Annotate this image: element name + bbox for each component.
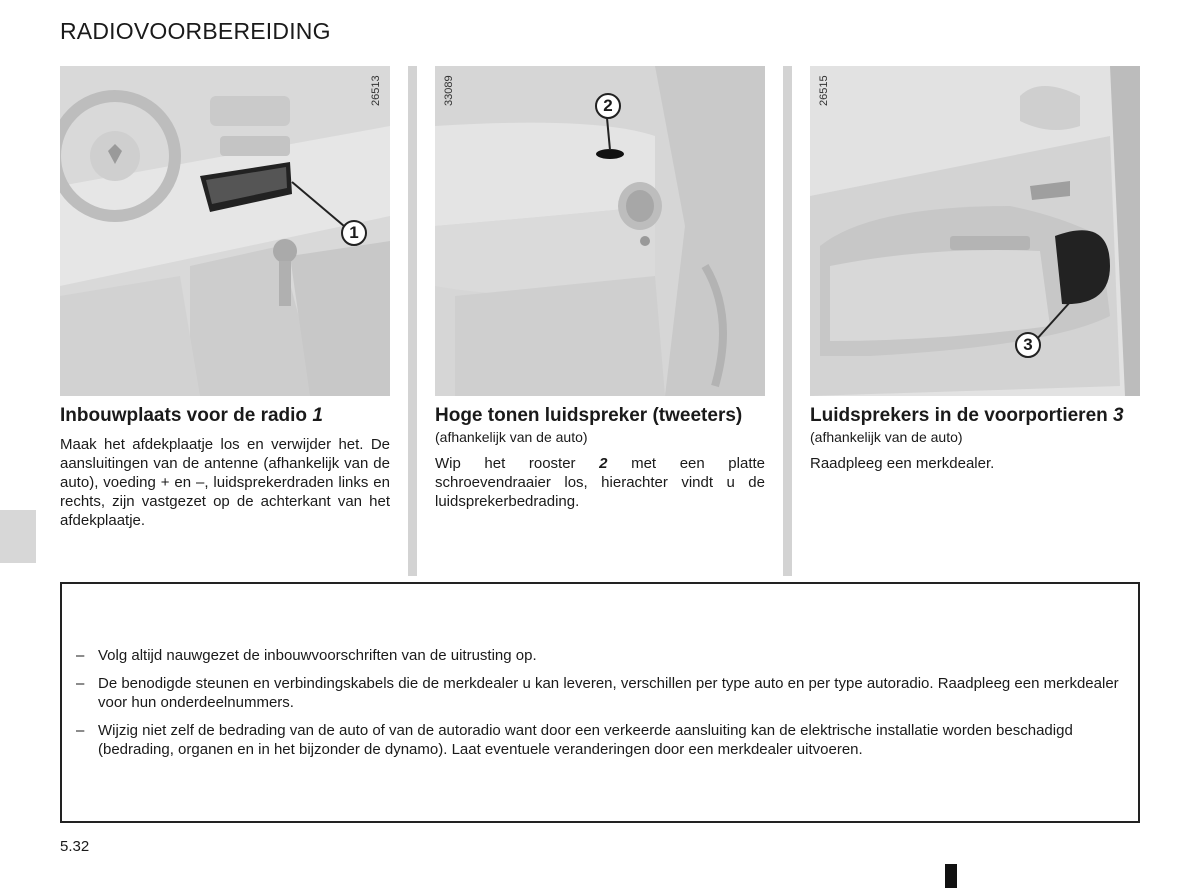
callout-1: 1 [341,220,367,246]
callout-3: 3 [1015,332,1041,358]
image-reference: 26513 [370,75,382,106]
section-heading: Luidsprekers in de voorportieren 3 [810,405,1124,426]
list-item: – Wijzig niet zelf de bedrading van de auto of van de autoradio want door een verkeerde aansluiting kan de elektrische installatie worden beschadigd (bedrading, organen en in het bijzonder de dynamo). Laat eventuele veranderingen door een merkdealer uitvoeren. [76,722,1073,758]
section-radio-location [60,66,390,530]
section-body: Wip het rooster 2 met een platte schroevendraaier los, hierachter vindt u de luidsprekerbedrading. [435,455,766,510]
section-heading: Hoge tonen luidspreker (tweeters) [435,405,743,426]
image-reference: 26515 [818,75,830,106]
page-edge-mark [945,864,957,888]
list-item: – De benodigde steunen en verbindingskabels die de merkdealer u kan leveren, verschillen per type auto en per type autoradio. Raadpleeg een merkdealer voor hun onderdeelnummers. [76,675,1119,711]
notes-box [60,582,1140,823]
section-subtitle: (afhankelijk van de auto) [810,429,963,445]
section-body: Raadpleeg een merkdealer. [810,455,995,472]
door-drawing [810,66,1140,396]
list-item: – Volg altijd nauwgezet de inbouwvoorschriften van de uitrusting op. [76,647,537,664]
section-subtitle: (afhankelijk van de auto) [435,429,588,445]
section-door-speakers [810,66,1140,473]
section-heading: Inbouwplaats voor de radio 1 [60,405,323,426]
image-reference: 33089 [443,75,455,106]
chapter-tab [0,510,36,563]
tweeter-illustration [435,66,765,396]
page-number: 5.32 [60,838,90,855]
callout-2: 2 [595,93,621,119]
section-tweeter [435,66,765,511]
page-title: RADIOVOORBEREIDING [60,18,331,44]
section-body: Maak het afdekplaatje los en verwijder het. De aansluitingen van de antenne (afhankelijk van de auto), voeding + en –, luidsprekerdraden links en rechts, zijn vastgezet op de achterkant van het afdekplaatje. [60,436,390,529]
notes-list [76,646,1132,768]
dashboard-illustration [60,66,390,396]
column-divider [783,66,792,576]
door-illustration [810,66,1140,396]
column-divider [408,66,417,576]
